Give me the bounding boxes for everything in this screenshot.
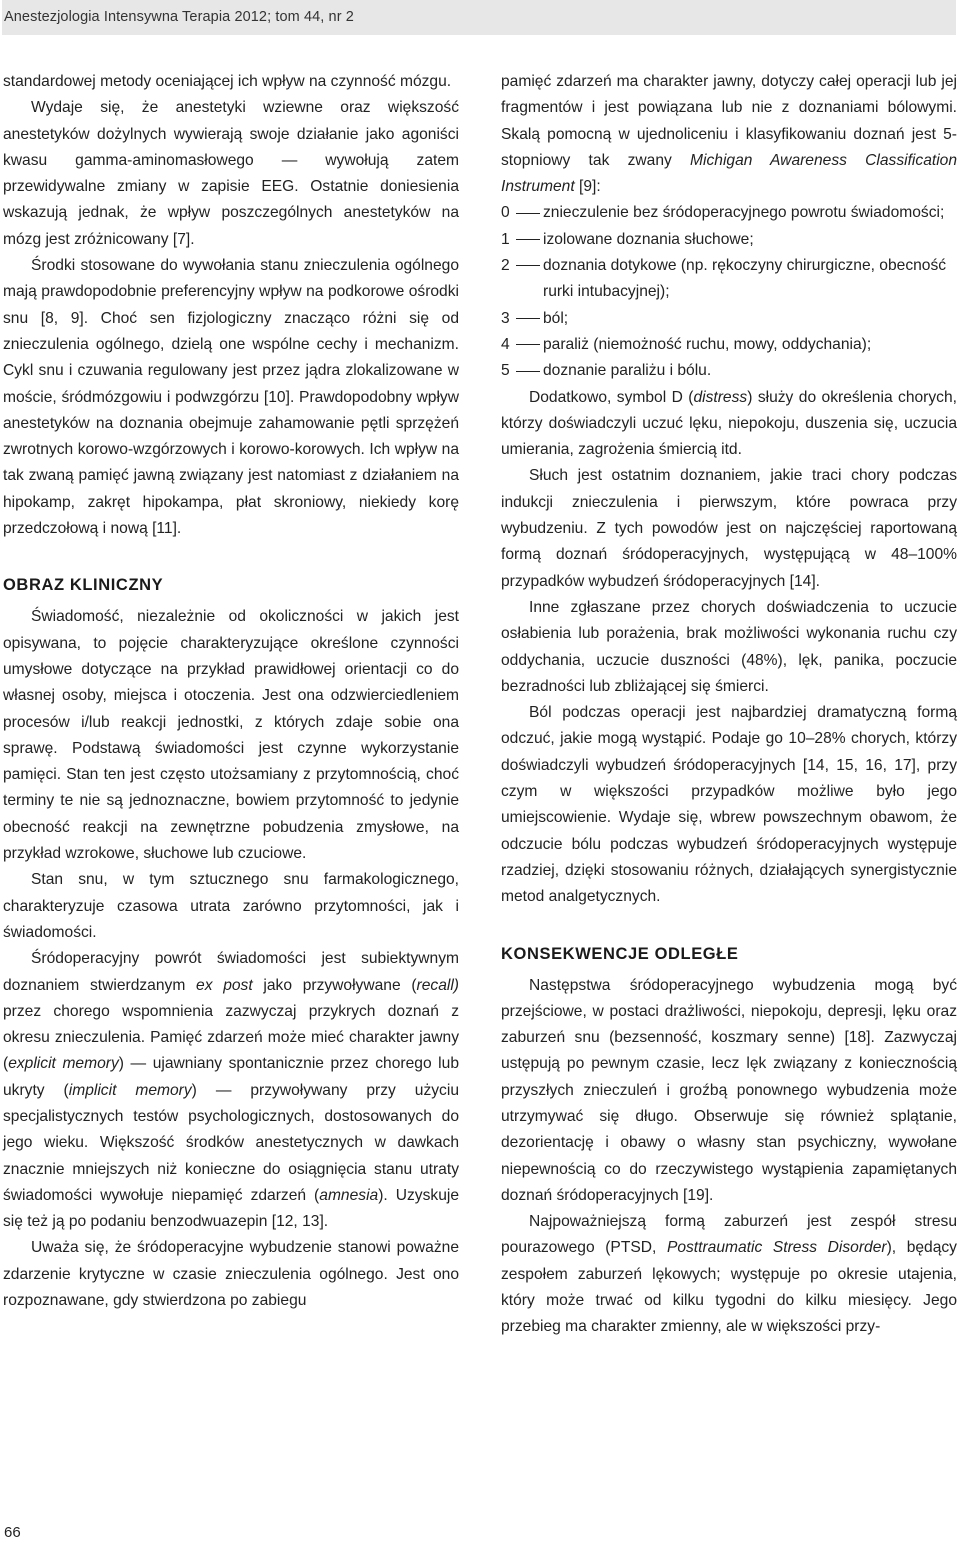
scale-level [501,358,543,384]
journal-title: Anestezjologia Intensywna Terapia 2012; tom 44, nr 2 [4,9,354,25]
dash [516,213,540,214]
paragraph: Środki stosowane do wywołania stanu znieczulenia ogólnego mają prawdopodobnie preferencyjny wpływ na podkorowe ośrodki snu [8, 9]. Choć sen fizjologiczny znacząco różni się od znieczulenia ogólnego, dzielą one wspólne cechy i mechanizm. Cykl snu i czuwania regulowany jest przez jądra zlokalizowane w moście, śródmózgowiu i podwzgórzu [10]. Prawdopodobny wpływ anestetyków na doznania obejmuje zahamowanie pętli sprzężeń zwrotnych korowo-wzgórzowych i korowo-korowych. Ich wpływ na tak zwaną pamięć jawną związany jest natomiast z działaniem na hipokamp, zakręt hipokampa, płat skroniowy, niekiedy korę przedczołową i nową [11]. [3,257,459,538]
section-heading-long-term-consequences: KONSEKWENCJE ODLEGŁE [501,944,739,963]
scale-text: paraliż (niemożność ruchu, mowy, oddychania); [543,335,872,353]
dash [516,265,540,266]
scale-text: doznania dotykowe (np. rękoczyny chirurgiczne, obecność rurki intubacyjnej); [543,257,947,301]
scale-level [501,306,543,332]
dash [516,318,540,319]
paragraph: Ból podczas operacji jest najbardziej dramatyczną formą odczuć, jakie mogą wystąpić. Podaje go 10–28% chorych, którzy doświadczyli wybudzeń śródoperacyjnych [14, 15, 16, 17], przy czym w większości przypadków możliwe było jego umiejscowienie. Wydaje się, wbrew powszechnym obawom, że odczucie bólu podczas wybudzeń śródoperacyjnych występuje rzadziej, dzięki stosowaniu różnych, działających synergistycznie metod analgetycznych. [501,704,957,906]
awareness-scale-list [501,200,957,384]
paragraph [501,1209,957,1340]
paragraph: Świadomość, niezależnie od okoliczności w jakich jest opisywana, to pojęcie charakteryzujące określone czynności umysłowe dotyczące na przykład prawidłowej orientacji co do własnej osoby, miejsca i otoczenia. Jest ona odzwierciedleniem procesów i/lub reakcji jednostki, z których zdaje sobie ona sprawę. Podstawą świadomości jest czynne wykorzystanie pamięci. Stan ten jest często utożsamiany z przytomnością, choć terminy te nie są jednoznaczne, bowiem przytomność to jedynie obecność reakcji na zewnętrzne pobudzenia zmysłowe, na przykład wzrokowe, słuchowe lub czuciowe. [3,608,459,863]
page-number: 66 [4,1524,21,1541]
scale-number: 3 [501,309,510,327]
paragraph [3,946,459,1235]
dash [516,371,540,372]
list-item [501,200,957,226]
scale-number: 5 [501,362,510,380]
italic-term: implicit memory [68,1081,192,1099]
paragraph: Uważa się, że śródoperacyjne wybudzenie stanowi poważne zdarzenie krytyczne w czasie znieczulenia ogólnego. Jest ono rozpoznawane, gdy stwierdzona po zabiegu [3,1239,459,1310]
scale-level [501,200,543,226]
scale-number: 4 [501,335,510,353]
list-item [501,227,957,253]
scale-text: doznanie paraliżu i bólu. [543,362,712,380]
italic-term: explicit memory [8,1055,119,1073]
journal-header [2,0,956,35]
list-item [501,358,957,384]
paragraph [501,385,957,464]
text-run: ). Uzyskuje się też ją po podaniu benzodwuazepin [12, 13]. [3,1186,459,1231]
text-run: ), będący zespołem zaburzeń lękowych; występuje po okresie utajenia, który może trwać od kilku tygodni do kilku miesięcy. Jego przebieg ma charakter zmienny, ale w większości przy- [501,1239,957,1336]
paragraph: Słuch jest ostatnim doznaniem, jakie traci chory podczas indukcji znieczulenia i pierwszym, które powraca przy wybudzeniu. Z tych powodów jest on najczęściej raportowaną formą doznań śródoperacyjnych, występującą w 48–100% przypadków wybudzeń śródoperacyjnych [14]. [501,467,957,590]
italic-term: ex post [196,976,253,994]
list-item [501,332,957,358]
italic-term: recall) [416,976,460,994]
list-item [501,253,957,306]
paragraph: Wydaje się, że anestetyki wziewne oraz większość anestetyków dożylnych wywierają swoje działanie jako agoniści kwasu gamma-aminomasłowego — wywołują zatem przewidywalne zmiany w zapisie EEG. Ostatnie doniesienia wskazują jednak, że wpływ poszczególnych anestetyków na mózg jest zróżnicowany [7]. [3,99,459,248]
left-column [3,69,459,1314]
scale-text: znieczulenie bez śródoperacyjnego powrotu świadomości; [543,204,945,222]
paragraph: Stan snu, w tym sztucznego snu farmakologicznego, charakteryzuje czasowa utrata zarówno przytomności, jak i świadomości. [3,871,459,941]
italic-term: distress [693,388,748,406]
scale-text: ból; [543,309,569,327]
dash [516,344,540,345]
text-run: Śródoperacyjny powrót świadomości jest subiektywnym doznaniem stwierdzanym [3,950,459,994]
paragraph: standardowej metody oceniającej ich wpływ na czynność mózgu. [3,73,452,90]
paragraph [501,69,957,200]
text-run: Dodatkowo, symbol D ( [529,388,694,406]
text-run: przez chorego wspomnienia zazwyczaj przykrych doznań z okresu znieczulenia. Pamięć zdarzeń może mieć charakter jawny ( [3,1002,459,1073]
scale-text: izolowane doznania słuchowe; [543,230,754,248]
italic-term: Michigan Awareness Classification Instrument [501,151,958,196]
italic-term: amnesia [319,1186,379,1204]
section-heading-clinical-picture: OBRAZ KLINICZNY [3,576,164,595]
right-column [501,69,957,1341]
text-run: [9]: [574,178,601,196]
paragraph: Następstwa śródoperacyjnego wybudzenia mogą być przejściowe, w postaci drażliwości, niepokoju, depresji, lęku oraz zaburzeń snu (bezsenność, koszmary senne) [18]. Zazwyczaj ustępują po pewnym czasie, lecz lęk związany z koniecznością przyszłych znieczuleń i groźbą ponownego wybudzenia może utrzymywać się długo. Obserwuje się również splątanie, dezorientację i obawy o własny stan psychiczny, wywołane niepewnością co do rzeczywistego wystąpienia zapamiętanych doznań śródoperacyjnych [19]. [501,976,957,1204]
text-run: ) służy do określenia chorych, którzy doświadczyli uczuć lęku, niepokoju, duszenia się, uczucia umierania, zagrożenia śmiercią itd. [501,388,957,459]
scale-number: 0 [501,204,510,222]
scale-level [501,253,543,279]
scale-level [501,332,543,358]
list-item [501,306,957,332]
paragraph: Inne zgłaszane przez chorych doświadczenia to uczucie osłabienia lub porażenia, brak możliwości wykonania ruchu czy oddychania, uczucie duszności (48%), lęk, panika, poczucie bezradności lub zbliżającej się śmierci. [501,598,957,695]
text-run: Najpoważniejszą formą zaburzeń jest zespół stresu pourazowego (PTSD, [501,1213,957,1257]
scale-number: 2 [501,257,510,275]
text-run: ) — przywoływany przy użyciu specjalistycznych testów psychologicznych, dostosowanych do jego wieku. Większość środków anestetycznych w dawkach znacznie mniejszych niż konieczne do osiągnięcia stanu utraty świadomości wywołuje niepamięć zdarzeń ( [3,1081,459,1204]
text-run: ) — ujawniany spontanicznie przez chorego lub ukryty ( [3,1055,459,1099]
text-run: jako przywoływane ( [252,976,417,994]
dash [516,239,540,240]
italic-term: Posttraumatic Stress Disorder [666,1239,887,1257]
scale-level [501,227,543,253]
text-run: pamięć zdarzeń ma charakter jawny, dotyczy całej operacji lub jej fragmentów i jest powiązana lub nie z doznaniami bólowymi. Skalą pomocną w ujednoliceniu i klasyfikowaniu doznań jest 5-stopniowy tak zwany [501,73,957,169]
scale-number: 1 [501,230,510,248]
